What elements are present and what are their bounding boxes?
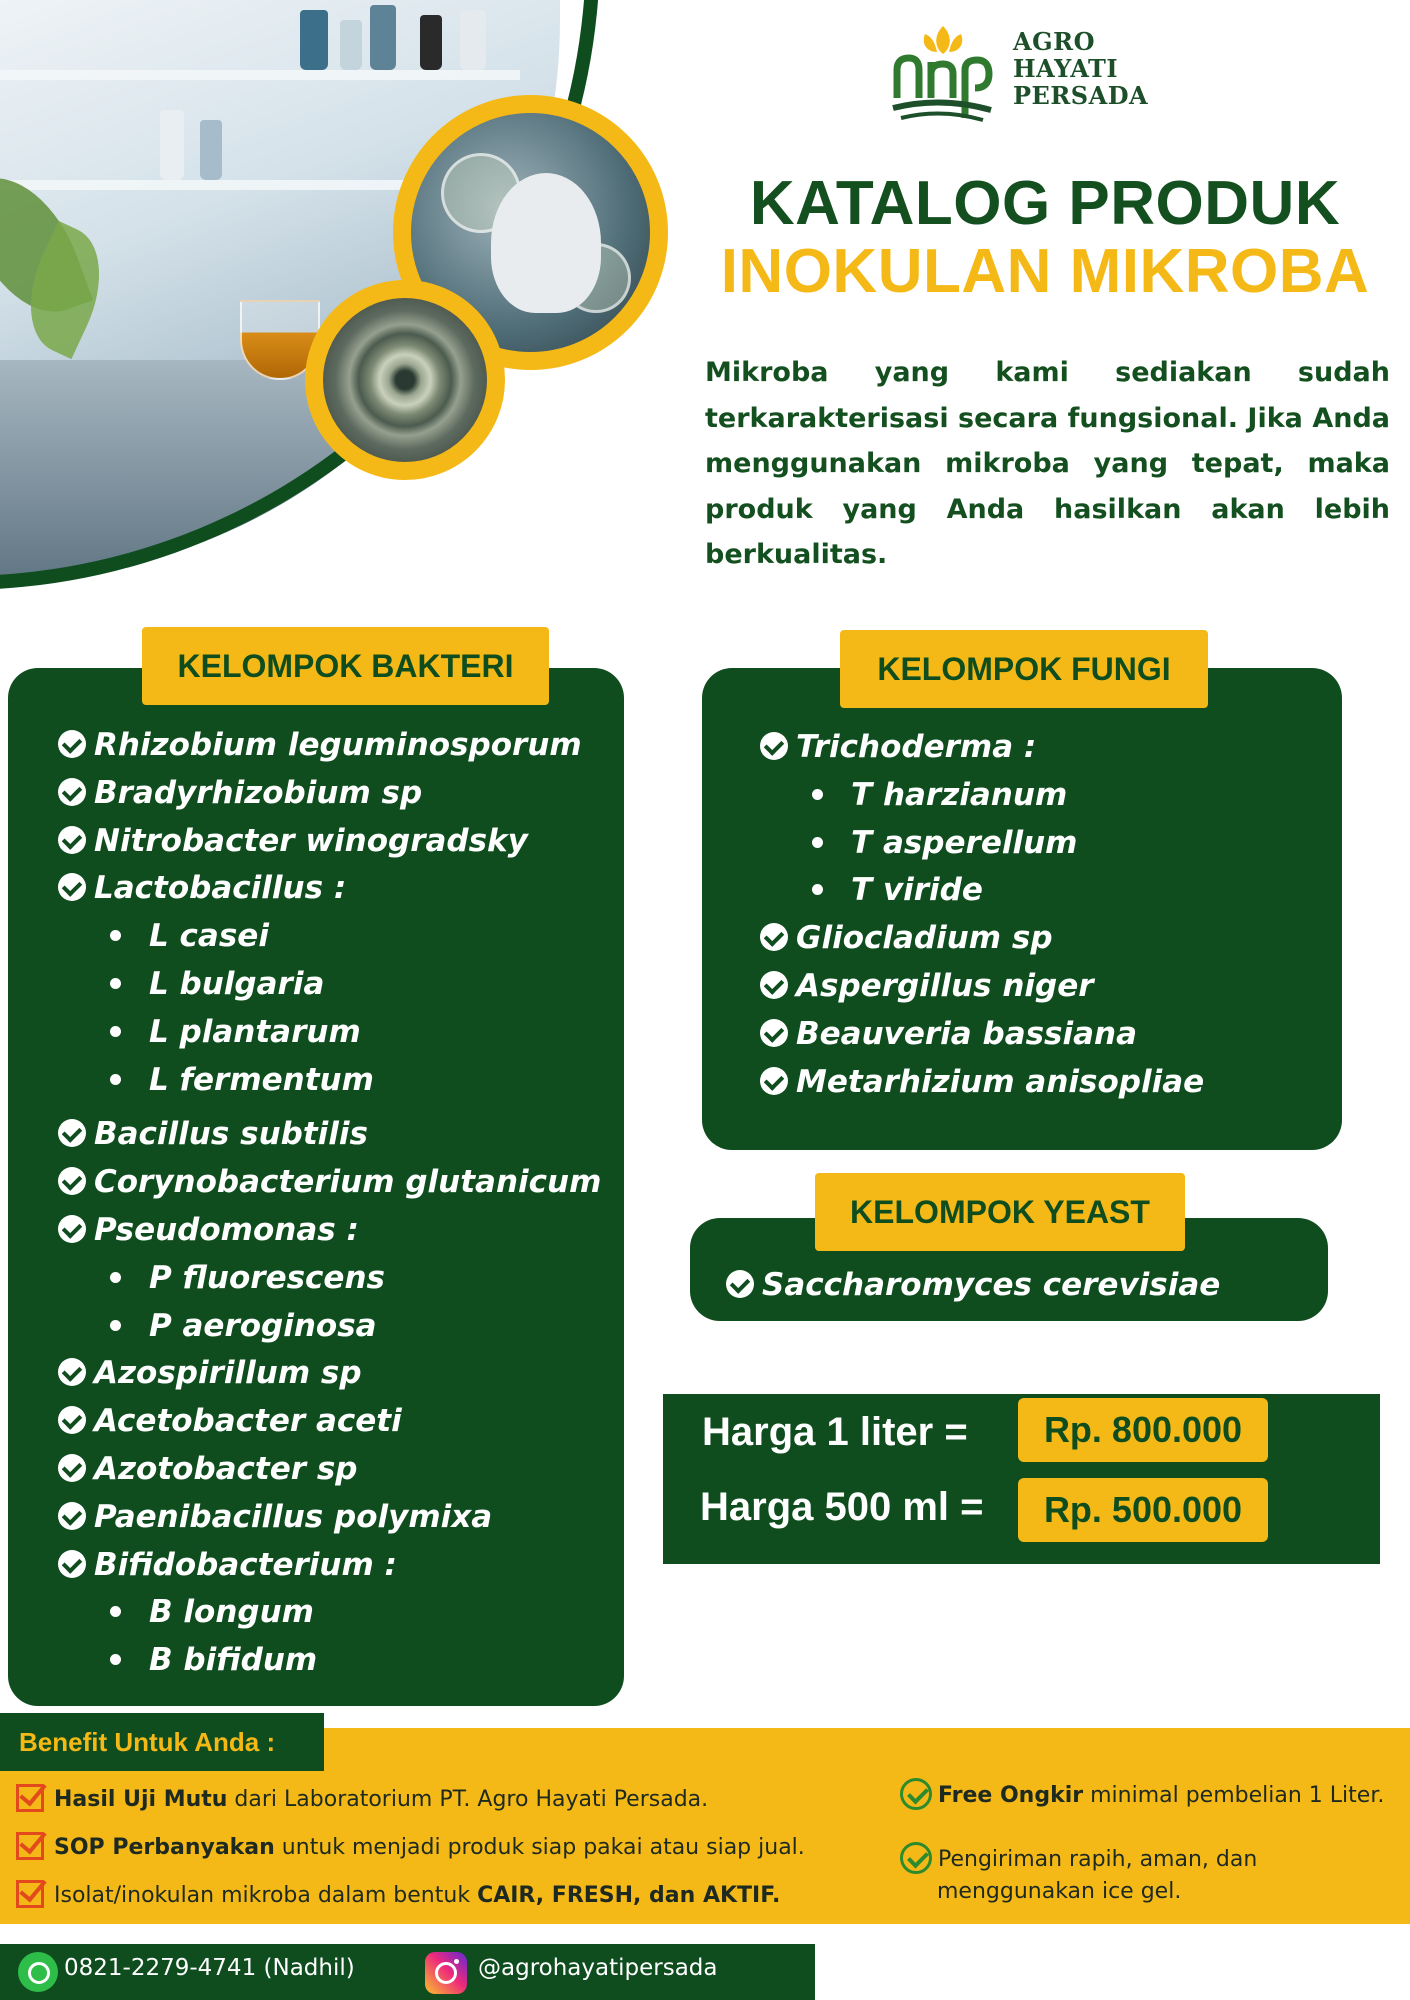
benefit-item-text: untuk menjadi produk siap pakai atau siap jual.: [274, 1835, 805, 1860]
instagram-handle[interactable]: @agrohayatipersada: [478, 1955, 718, 1981]
list-item-text: Azotobacter sp: [94, 1450, 358, 1487]
price-label-1-liter: Harga 1 liter =: [702, 1410, 968, 1454]
list-item: [760, 772, 1204, 820]
list-item: [58, 1398, 601, 1446]
benefit-heading: Benefit Untuk Anda :: [0, 1713, 324, 1771]
list-item-text: Pseudomonas :: [94, 1211, 359, 1248]
list-item-text: P aeroginosa: [149, 1307, 377, 1344]
list-item: [726, 1262, 1220, 1310]
bullet-icon: [110, 1654, 121, 1665]
benefit-item-text: Isolat/inokulan mikroba dalam bentuk: [54, 1883, 478, 1908]
bakteri-heading: KELOMPOK BAKTERI: [142, 627, 549, 705]
list-item: [58, 1446, 601, 1494]
price-value-1-liter: Rp. 800.000: [1018, 1398, 1268, 1462]
list-item: [58, 1589, 601, 1637]
bullet-icon: [110, 978, 121, 989]
list-item: [760, 1059, 1204, 1107]
list-item-text: Nitrobacter winogradsky: [94, 822, 528, 859]
list-item-text: Bacillus subtilis: [94, 1116, 368, 1153]
fungi-colony-photo: [305, 280, 505, 480]
check-circle-icon: [58, 1215, 86, 1243]
benefit-item-text: dari Laboratorium PT. Agro Hayati Persada.: [227, 1787, 709, 1812]
list-item: [58, 913, 601, 961]
list-item-text: Gliocladium sp: [796, 920, 1053, 957]
list-item: [58, 1303, 601, 1351]
check-circle-icon: [726, 1270, 754, 1298]
check-circle-icon: [58, 873, 86, 901]
list-item: [58, 818, 601, 866]
check-circle-icon: [760, 971, 788, 999]
bullet-icon: [110, 1320, 121, 1331]
bullet-icon: [110, 930, 121, 941]
benefit-item-text: Pengiriman rapih, aman, dan: [938, 1847, 1258, 1872]
intro-paragraph: Mikroba yang kami sediakan sudah terkarakterisasi secara fungsional. Jika Anda menggunakan mikroba yang tepat, maka produk yang Anda hasilkan akan lebih berkualitas.: [705, 357, 1390, 570]
list-item-text: Trichoderma :: [796, 729, 1037, 765]
list-item-text: Acetobacter aceti: [94, 1403, 402, 1440]
brand-line-2: HAYATI: [1013, 54, 1119, 83]
list-item-text: T asperellum: [851, 824, 1078, 861]
list-item-text: P fluorescens: [149, 1259, 385, 1296]
benefit-item-uji-mutu: [16, 1784, 708, 1812]
check-circle-icon: [760, 1067, 788, 1095]
bullet-icon: [110, 1606, 121, 1617]
list-item: [58, 1255, 601, 1303]
whatsapp-number[interactable]: 0821-2279-4741 (Nadhil): [64, 1955, 355, 1981]
list-item: [58, 1350, 601, 1398]
checkbox-icon: [16, 1832, 44, 1860]
list-item: [58, 770, 601, 818]
benefit-item-bold: Free Ongkir: [938, 1783, 1084, 1808]
list-item: [58, 961, 601, 1009]
list-item-text: Beauveria bassiana: [796, 1015, 1138, 1052]
list-item-text: Bifidobacterium :: [94, 1546, 397, 1583]
brand-line-3: PERSADA: [1013, 81, 1149, 110]
benefit-item-text: minimal pembelian 1 Liter.: [1083, 1783, 1385, 1808]
check-circle-icon: [900, 1842, 932, 1874]
list-item: [760, 820, 1204, 868]
benefit-item-isolat: [16, 1880, 780, 1908]
bullet-icon: [110, 1272, 121, 1283]
list-item-text: Azospirillum sp: [94, 1355, 362, 1392]
list-item: [58, 1207, 601, 1255]
check-circle-icon: [58, 1358, 86, 1386]
checkbox-icon: [16, 1784, 44, 1812]
list-item: [760, 724, 1204, 772]
brand-line-1: AGRO: [1013, 27, 1095, 56]
list-item: [58, 1009, 601, 1057]
list-item: [760, 963, 1204, 1011]
check-circle-icon: [58, 1119, 86, 1147]
list-item: [58, 722, 601, 770]
check-circle-icon: [58, 1550, 86, 1578]
list-item: [760, 1011, 1204, 1059]
list-item-text: Lactobacillus :: [94, 870, 347, 907]
check-circle-icon: [900, 1778, 932, 1810]
check-circle-icon: [760, 1019, 788, 1047]
brand-logo: [885, 18, 1175, 128]
benefit-item-sop: [16, 1832, 805, 1860]
list-item-text: L plantarum: [149, 1013, 361, 1050]
check-circle-icon: [58, 1454, 86, 1482]
fungi-list: [760, 724, 1204, 1106]
list-item-text: Metarhizium anisopliae: [796, 1063, 1205, 1100]
agro-hayati-logo-icon: [885, 18, 1000, 128]
list-item: [58, 1542, 601, 1590]
check-circle-icon: [760, 732, 788, 760]
brand-name: [1013, 28, 1148, 109]
bullet-icon: [110, 1074, 121, 1085]
list-item: [58, 865, 601, 913]
list-item: [58, 1637, 601, 1685]
list-item-text: L casei: [149, 918, 269, 955]
list-item-text: Bradyrhizobium sp: [94, 774, 423, 811]
list-item: [58, 1494, 601, 1542]
checkbox-icon: [16, 1880, 44, 1908]
list-item-text: Aspergillus niger: [796, 967, 1094, 1004]
list-item: [58, 1111, 601, 1159]
yeast-list: [726, 1262, 1220, 1310]
price-value-500-ml: Rp. 500.000: [1018, 1478, 1268, 1542]
benefit-item-bold: CAIR, FRESH, dan AKTIF.: [477, 1883, 781, 1908]
instagram-icon[interactable]: [425, 1952, 467, 1994]
benefit-item-bold: Hasil Uji Mutu: [54, 1787, 228, 1812]
check-circle-icon: [760, 923, 788, 951]
list-item-text: B longum: [149, 1594, 314, 1631]
list-item-text: B bifidum: [149, 1642, 318, 1679]
bullet-icon: [812, 884, 823, 895]
bakteri-list: [58, 722, 601, 1685]
check-circle-icon: [58, 1406, 86, 1434]
list-item-text: Rhizobium leguminosporum: [94, 727, 582, 763]
check-circle-icon: [58, 778, 86, 806]
benefit-item-bold: SOP Perbanyakan: [54, 1835, 275, 1860]
benefit-item-pengiriman-line2: menggunakan ice gel.: [937, 1879, 1182, 1904]
list-item-text: Corynobacterium glutanicum: [94, 1164, 602, 1201]
price-label-500-ml: Harga 500 ml =: [700, 1485, 984, 1529]
list-item-text: T harzianum: [851, 776, 1068, 813]
list-item-text: Paenibacillus polymixa: [94, 1498, 493, 1535]
benefit-item-pengiriman: [900, 1842, 1257, 1874]
check-circle-icon: [58, 730, 86, 758]
bullet-icon: [110, 1026, 121, 1037]
check-circle-icon: [58, 826, 86, 854]
list-item-text: L fermentum: [149, 1061, 374, 1098]
bullet-icon: [812, 789, 823, 800]
list-item: [58, 1159, 601, 1207]
fungi-heading: KELOMPOK FUNGI: [840, 630, 1208, 708]
list-item: [58, 1057, 601, 1105]
benefit-item-free-ongkir: [900, 1778, 1384, 1810]
yeast-heading: KELOMPOK YEAST: [815, 1173, 1185, 1251]
list-item: [760, 915, 1204, 963]
list-item-text: L bulgaria: [149, 965, 325, 1002]
list-item-text: T viride: [851, 872, 983, 909]
check-circle-icon: [58, 1502, 86, 1530]
list-item: [760, 867, 1204, 915]
catalog-title: KATALOG PRODUK: [749, 169, 1341, 238]
list-item-text: Saccharomyces cerevisiae: [762, 1267, 1221, 1303]
bullet-icon: [812, 837, 823, 848]
check-circle-icon: [58, 1167, 86, 1195]
catalog-subtitle: INOKULAN MIKROBA: [720, 237, 1370, 306]
whatsapp-icon[interactable]: [18, 1952, 58, 1992]
hero-image: [0, 0, 600, 590]
